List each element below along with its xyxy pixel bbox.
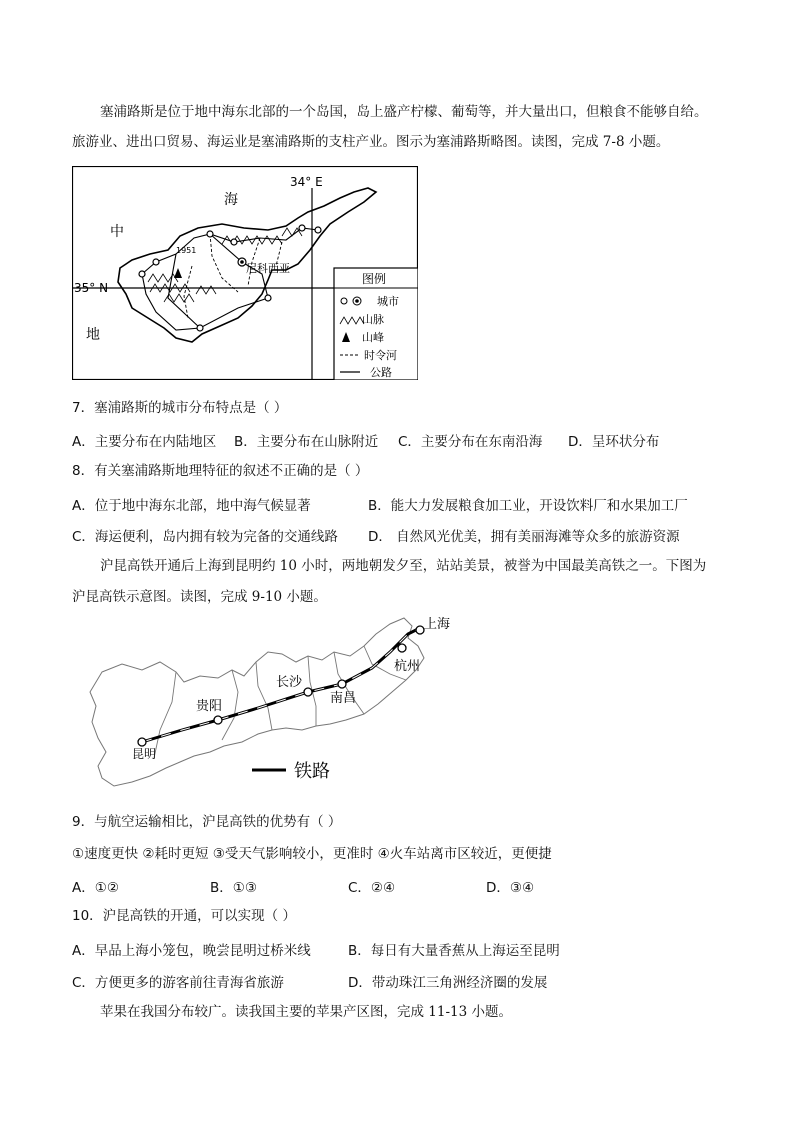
q10-option-d: D．带动珠江三角洲经济圈的发展 — [348, 975, 548, 991]
q9-option-a: A．①② — [72, 880, 119, 896]
q8-stem: 8．有关塞浦路斯地理特征的叙述不正确的是（ ） — [72, 463, 369, 479]
city-nanchang: 南昌 — [330, 691, 357, 706]
legend-peak: 山峰 — [362, 331, 384, 344]
legend-title: 图例 — [362, 272, 387, 286]
city-kunming: 昆明 — [132, 747, 157, 761]
q10-option-b: B．每日有大量香蕉从上海运至昆明 — [348, 943, 560, 959]
lat-label: 35° N — [74, 281, 109, 295]
sea-char-3: 地 — [86, 327, 100, 343]
city-changsha: 长沙 — [276, 675, 303, 690]
q8-option-a: A．位于地中海东北部，地中海气候显著 — [72, 498, 311, 514]
map1-legend — [334, 268, 418, 380]
q10-option-c: C．方便更多的游客前往青海省旅游 — [72, 975, 284, 991]
intro3-line1: 苹果在我国分布较广。读我国主要的苹果产区图，完成 11-13 小题。 — [100, 1004, 512, 1020]
q9-stem: 9．与航空运输相比，沪昆高铁的优势有（ ） — [72, 814, 342, 830]
intro2-line1: 沪昆高铁开通后上海到昆明约 10 小时，两地朝发夕至，站站美景，被誉为中国最美高铁之一。下图为 — [100, 558, 707, 574]
intro1-line2: 旅游业、进出口贸易、海运业是塞浦路斯的支柱产业。图示为塞浦路斯略图。读图，完成 7-8 小题。 — [72, 134, 670, 150]
q9-statements: ①速度更快 ②耗时更短 ③受天气影响较小，更准时 ④火车站离市区较近，更便捷 — [72, 846, 552, 862]
legend-river: 时令河 — [364, 349, 397, 362]
q10-stem: 10．沪昆高铁的开通，可以实现（ ） — [72, 908, 296, 924]
q9-option-c: C．②④ — [348, 880, 396, 896]
city-guiyang: 贵阳 — [196, 699, 223, 714]
sea-char-2: 中 — [110, 224, 124, 240]
q7-stem: 7．塞浦路斯的城市分布特点是（ ） — [72, 400, 288, 416]
legend-city: 城市 — [377, 295, 399, 308]
capital-label: 尼科西亚 — [246, 262, 290, 275]
city-hangzhou: 杭州 — [394, 659, 421, 674]
hukun-railway-map — [72, 612, 452, 792]
legend-road: 公路 — [370, 366, 392, 379]
city-shanghai: 上海 — [424, 617, 451, 632]
q8-option-c: C．海运便利，岛内拥有较为完备的交通线路 — [72, 529, 338, 545]
q7-option-d: D．呈环状分布 — [568, 434, 660, 450]
city-icon — [341, 298, 347, 304]
q7-option-b: B．主要分布在山脉附近 — [234, 434, 379, 450]
q7-option-c: C．主要分布在东南沿海 — [398, 434, 543, 450]
peak-label: 1951 — [176, 246, 197, 255]
q9-option-d: D．③④ — [486, 880, 535, 896]
legend-mountain: 山脉 — [362, 313, 384, 326]
q7-option-a: A．主要分布在内陆地区 — [72, 434, 217, 450]
sea-char-1: 海 — [224, 192, 238, 208]
q8-option-b: B．能大力发展粮食加工业，开设饮料厂和水果加工厂 — [368, 498, 688, 514]
lon-label: 34° E — [290, 175, 323, 189]
q8-option-d: D． 自然风光优美，拥有美丽海滩等众多的旅游资源 — [368, 529, 680, 545]
capital-icon — [238, 258, 246, 266]
intro1-line1: 塞浦路斯是位于地中海东北部的一个岛国，岛上盛产柠檬、葡萄等，并大量出口，但粮食不能够自给。 — [100, 104, 708, 120]
railway-legend-label: 铁路 — [294, 761, 330, 782]
cyprus-map — [72, 166, 418, 380]
q9-option-b: B．①③ — [210, 880, 257, 896]
intro2-line2: 沪昆高铁示意图。读图，完成 9-10 小题。 — [72, 589, 327, 605]
q10-option-a: A．早品上海小笼包，晚尝昆明过桥米线 — [72, 943, 311, 959]
